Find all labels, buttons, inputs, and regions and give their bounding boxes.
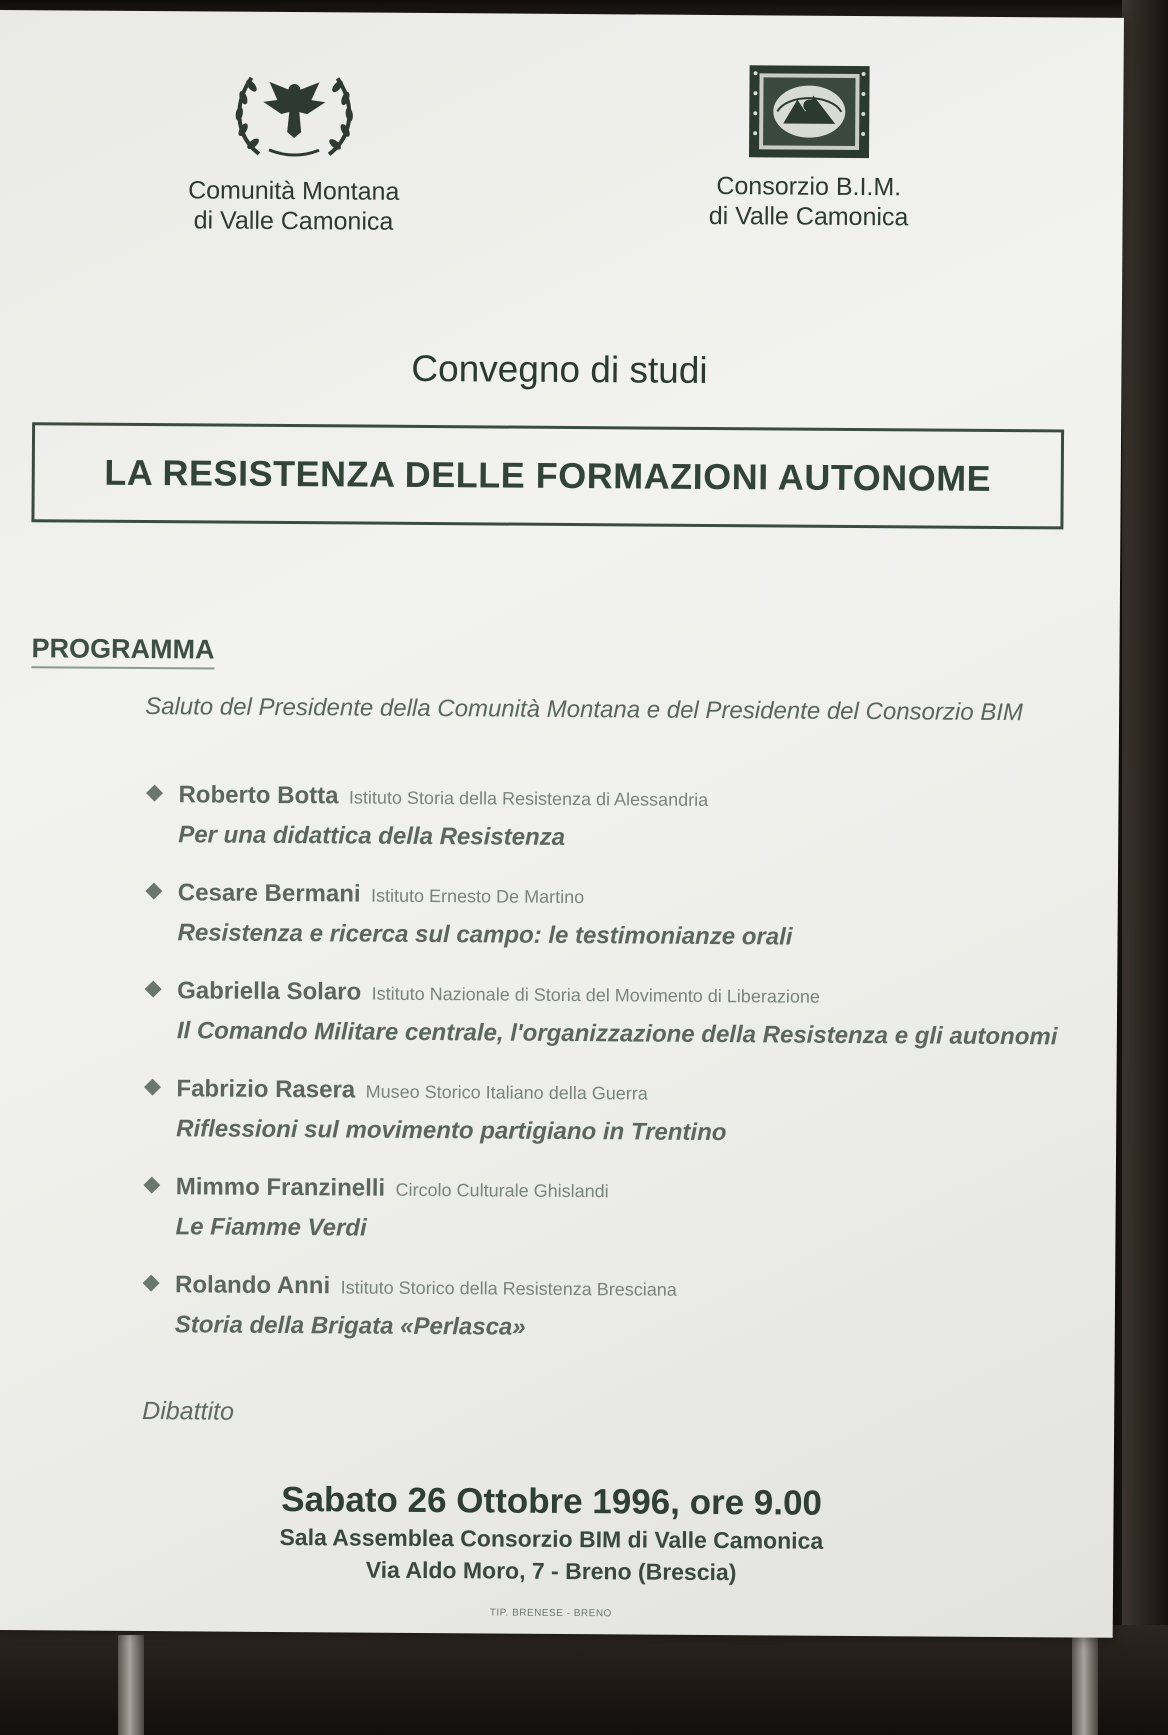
organizer-name-line: di Valle Camonica [708, 201, 909, 232]
speaker-line [177, 977, 820, 1009]
talk-title: Il Comando Militare centrale, l'organizzazione della Resistenza e gli autonomi [176, 1017, 1058, 1051]
programme-greeting: Saluto del Presidente della Comunità Montana e del Presidente del Consorzio BIM [145, 693, 1024, 727]
talk-item [144, 781, 1085, 886]
talk-title: Per una didattica della Resistenza [178, 821, 566, 851]
diamond-bullet-icon [146, 785, 163, 802]
diamond-bullet-icon [143, 1275, 160, 1292]
speaker-name: Mimmo Franzinelli [175, 1173, 386, 1202]
speaker-name: Rolando Anni [175, 1271, 331, 1300]
speaker-name: Cesare Bermani [177, 879, 361, 908]
talk-title: Le Fiamme Verdi [175, 1213, 367, 1242]
speaker-line [176, 1075, 648, 1106]
talk-item [141, 1173, 1082, 1278]
organizer-comunita-montana [158, 63, 429, 237]
talk-item [143, 879, 1084, 984]
stand-leg [118, 1635, 144, 1735]
talk-item [141, 1271, 1082, 1376]
speaker-affiliation: Istituto Storico della Resistenza Bresciana [340, 1277, 677, 1300]
organizer-name [678, 171, 938, 233]
wreath-eagle-emblem-icon [229, 64, 360, 165]
diamond-bullet-icon [144, 1079, 161, 1096]
organizer-name-line: Comunità Montana [188, 176, 400, 206]
speaker-name: Fabrizio Rasera [176, 1075, 356, 1104]
talk-list [141, 781, 1085, 1376]
event-title: LA RESISTENZA DELLE FORMAZIONI AUTONOME [104, 451, 992, 499]
speaker-affiliation: Istituto Storia della Resistenza di Alessandria [348, 787, 709, 810]
printer-credit: TIP. BRENESE - BRENO [489, 1607, 612, 1620]
organizer-name-line: Consorzio B.I.M. [716, 172, 902, 202]
title-box [31, 422, 1064, 529]
speaker-name: Gabriella Solaro [177, 977, 362, 1006]
speaker-line [176, 1173, 609, 1204]
seal-emblem-icon [747, 63, 872, 160]
talk-title: Riflessioni sul movimento partigiano in Trentino [176, 1115, 727, 1147]
event-type: Convegno di studi [411, 347, 708, 391]
diamond-bullet-icon [143, 1177, 160, 1194]
speaker-affiliation: Museo Storico Italiano della Guerra [365, 1081, 648, 1104]
speaker-line [178, 879, 584, 910]
poster [0, 10, 1124, 1638]
programme-closing: Dibattito [142, 1397, 235, 1426]
talk-title: Storia della Brigata «Perlasca» [174, 1311, 526, 1341]
talk-item [142, 1075, 1083, 1180]
event-venue: Sala Assemblea Consorzio BIM di Valle Camonica [279, 1523, 824, 1554]
speaker-line [175, 1271, 677, 1303]
organizer-consorzio-bim [678, 63, 939, 233]
speaker-name: Roberto Botta [178, 781, 339, 810]
programme-heading: PROGRAMMA [31, 633, 214, 669]
speaker-line [178, 781, 708, 813]
organizer-name-line: di Valle Camonica [193, 206, 394, 236]
stand-leg [1072, 1635, 1098, 1735]
organizer-name [158, 175, 428, 237]
talk-item [143, 977, 1084, 1082]
event-date-time: Sabato 26 Ottobre 1996, ore 9.00 [281, 1479, 823, 1523]
speaker-affiliation: Istituto Nazionale di Storia del Movimento di Liberazione [371, 983, 820, 1007]
speaker-affiliation: Istituto Ernesto De Martino [370, 885, 585, 908]
backdrop-bottom [0, 1625, 1168, 1735]
event-address: Via Aldo Moro, 7 - Breno (Brescia) [365, 1556, 737, 1586]
backdrop-right [1122, 0, 1168, 1735]
diamond-bullet-icon [145, 883, 162, 900]
speaker-affiliation: Circolo Culturale Ghislandi [395, 1179, 609, 1202]
diamond-bullet-icon [145, 981, 162, 998]
talk-title: Resistenza e ricerca sul campo: le testimonianze orali [177, 919, 793, 951]
